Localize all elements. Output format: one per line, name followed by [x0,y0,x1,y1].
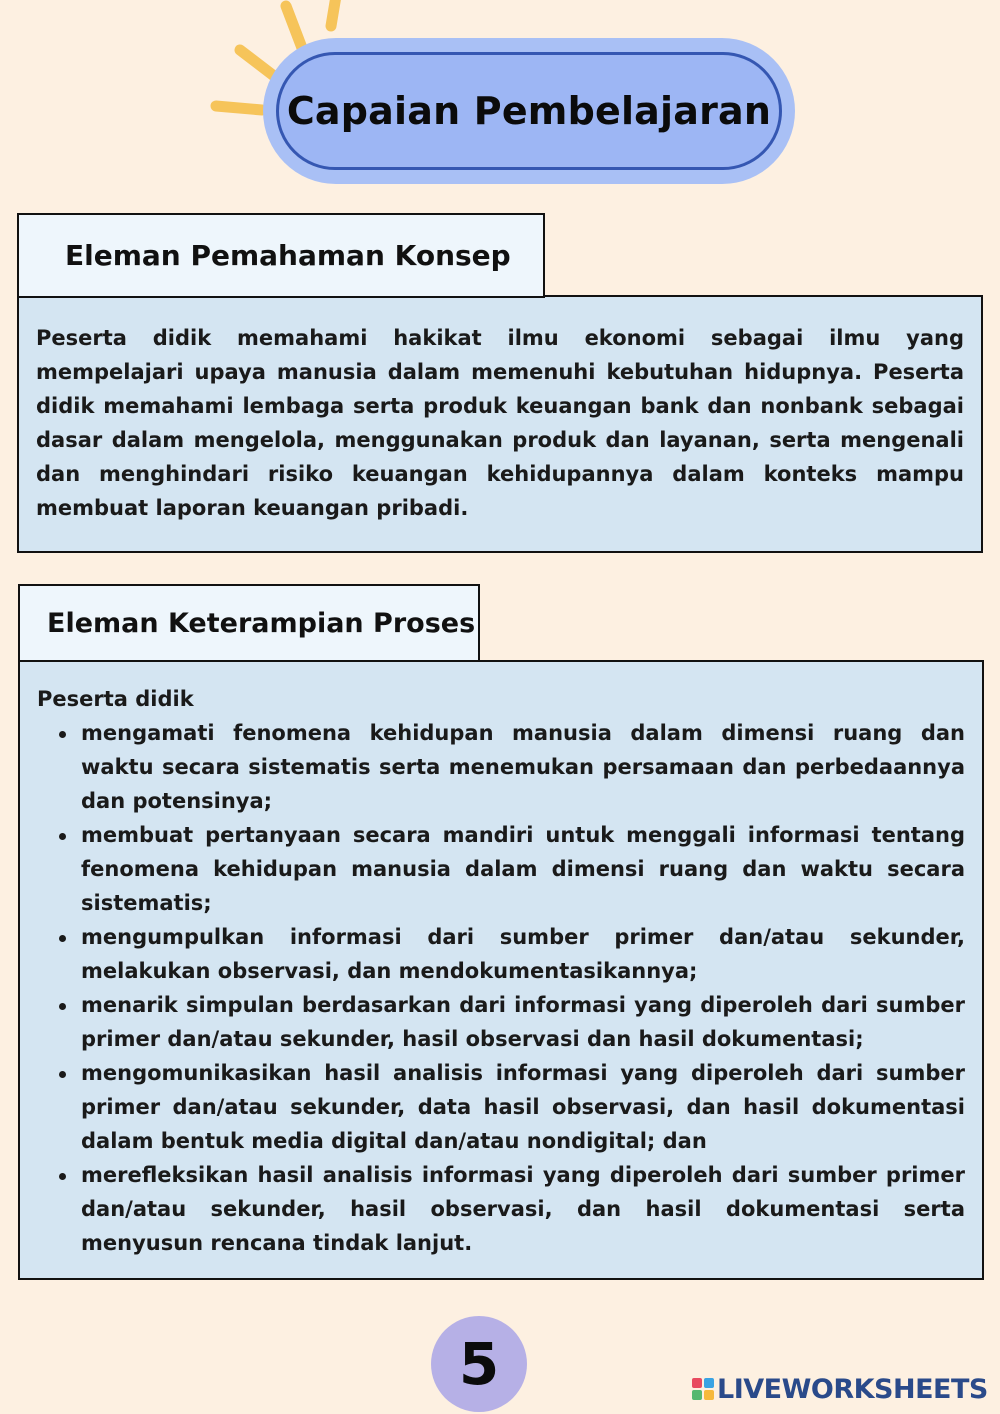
list-item: mengamati fenomena kehidupan manusia dalam dimensi ruang dan waktu secara sistematis serta menemukan persamaan dan perbedaannya dan potensinya; [37,716,965,818]
section-box-keterampilan-proses [18,660,984,1280]
list-item: merefleksikan hasil analisis informasi yang diperoleh dari sumber primer dan/atau sekunder, hasil observasi, dan hasil dokumentasi serta menyusun rencana tindak lanjut. [37,1158,965,1260]
list-item: membuat pertanyaan secara mandiri untuk menggali informasi tentang fenomena kehidupan manusia dalam dimensi ruang dan waktu secara sistematis; [37,818,965,920]
list-item: mengumpulkan informasi dari sumber primer dan/atau sekunder, melakukan observasi, dan mendokumentasikannya; [37,920,965,988]
bullet-icon [59,1071,66,1078]
page-number: 5 [458,1330,500,1398]
bullet-icon [59,731,66,738]
section-body-text: Peserta didik memahami hakikat ilmu ekonomi sebagai ilmu yang mempelajari upaya manusia dalam memenuhi kebutuhan hidupnya. Peserta didik memahami lembaga serta produk keuangan bank dan nonbank sebagai dasar dalam mengelola, menggunakan produk dan layanan, serta mengenali dan menghindari risiko keuangan kehidupannya dalam konteks mampu membuat laporan keuangan pribadi. [36,326,964,520]
section-tab-keterampilan-proses [18,584,480,662]
list-item: menarik simpulan berdasarkan dari informasi yang diperoleh dari sumber primer dan/atau sekunder, hasil observasi dan hasil dokumentasi; [37,988,965,1056]
bullet-icon [59,833,66,840]
page-number-badge [431,1316,527,1412]
title-pill [276,52,782,170]
bullet-icon [59,1003,66,1010]
section-heading: Eleman Keterampian Proses [47,607,476,639]
liveworksheets-watermark [692,1372,988,1406]
section-box-pemahaman-konsep [17,295,983,553]
bullet-icon [59,1173,66,1180]
section-tab-pemahaman-konsep [17,213,545,298]
watermark-text: LIVEWORKSHEETS [717,1373,988,1405]
liveworksheets-logo-icon [692,1378,714,1400]
process-skill-list [37,716,965,1260]
list-item: mengomunikasikan hasil analisis informasi yang diperoleh dari sumber primer dan/atau sekunder, data hasil observasi, dan hasil dokumentasi dalam bentuk media digital dan/atau nondigital; dan [37,1056,965,1158]
section-heading: Eleman Pemahaman Konsep [65,239,511,272]
bullet-icon [59,935,66,942]
list-intro: Peserta didik [37,687,194,711]
page-title: Capaian Pembelajaran [286,89,772,133]
